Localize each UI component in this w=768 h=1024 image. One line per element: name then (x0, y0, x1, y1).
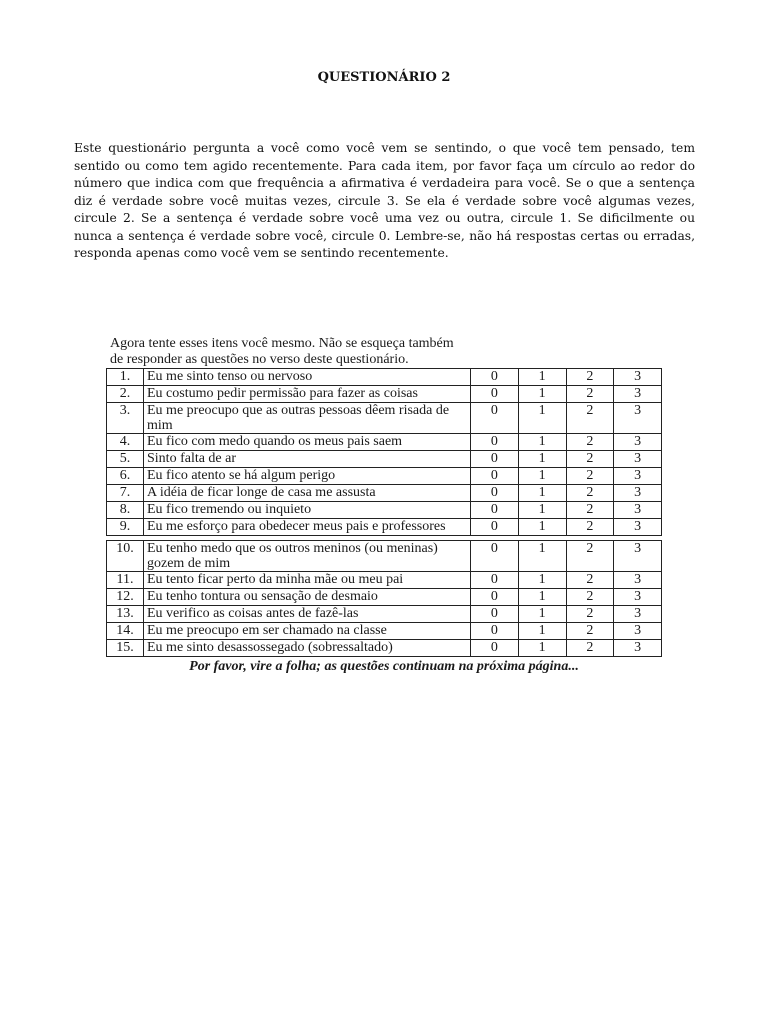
answer-option-1[interactable]: 1 (518, 640, 566, 657)
answer-option-1[interactable]: 1 (518, 369, 566, 386)
answer-option-3[interactable]: 3 (614, 640, 662, 657)
answer-option-0[interactable]: 0 (471, 519, 519, 536)
answer-option-0[interactable]: 0 (471, 606, 519, 623)
questionnaire-scan (106, 336, 662, 675)
answer-option-2[interactable]: 2 (566, 386, 614, 403)
question-number: 7. (107, 485, 144, 502)
answer-option-0[interactable]: 0 (471, 541, 519, 572)
question-text: Sinto falta de ar (144, 451, 471, 468)
answer-option-2[interactable]: 2 (566, 519, 614, 536)
question-text: Eu fico atento se há algum perigo (144, 468, 471, 485)
question-text: Eu fico tremendo ou inquieto (144, 502, 471, 519)
answer-option-3[interactable]: 3 (614, 386, 662, 403)
answer-option-3[interactable]: 3 (614, 541, 662, 572)
answer-option-0[interactable]: 0 (471, 386, 519, 403)
question-number: 5. (107, 451, 144, 468)
answer-option-0[interactable]: 0 (471, 572, 519, 589)
answer-option-1[interactable]: 1 (518, 519, 566, 536)
answer-option-3[interactable]: 3 (614, 519, 662, 536)
question-row (107, 519, 662, 536)
answer-option-1[interactable]: 1 (518, 502, 566, 519)
question-row (107, 502, 662, 519)
question-text: Eu tento ficar perto da minha mãe ou meu pai (144, 572, 471, 589)
question-number: 11. (107, 572, 144, 589)
question-number: 4. (107, 434, 144, 451)
question-text: Eu fico com medo quando os meus pais saem (144, 434, 471, 451)
answer-option-1[interactable]: 1 (518, 541, 566, 572)
answer-option-2[interactable]: 2 (566, 369, 614, 386)
question-row (107, 589, 662, 606)
answer-option-0[interactable]: 0 (471, 451, 519, 468)
question-number: 9. (107, 519, 144, 536)
questions-table-2 (106, 540, 662, 657)
answer-option-3[interactable]: 3 (614, 623, 662, 640)
answer-option-2[interactable]: 2 (566, 589, 614, 606)
answer-option-1[interactable]: 1 (518, 589, 566, 606)
question-text: Eu me preocupo que as outras pessoas dêem risada de mim (144, 403, 471, 434)
question-row (107, 369, 662, 386)
question-number: 8. (107, 502, 144, 519)
question-row (107, 640, 662, 657)
answer-option-0[interactable]: 0 (471, 502, 519, 519)
question-text: Eu me preocupo em ser chamado na classe (144, 623, 471, 640)
answer-option-2[interactable]: 2 (566, 434, 614, 451)
question-number: 12. (107, 589, 144, 606)
answer-option-1[interactable]: 1 (518, 403, 566, 434)
question-row (107, 572, 662, 589)
answer-option-2[interactable]: 2 (566, 572, 614, 589)
answer-option-0[interactable]: 0 (471, 485, 519, 502)
answer-option-0[interactable]: 0 (471, 369, 519, 386)
question-number: 13. (107, 606, 144, 623)
answer-option-2[interactable]: 2 (566, 468, 614, 485)
answer-option-2[interactable]: 2 (566, 541, 614, 572)
question-number: 15. (107, 640, 144, 657)
answer-option-1[interactable]: 1 (518, 606, 566, 623)
answer-option-2[interactable]: 2 (566, 485, 614, 502)
question-number: 14. (107, 623, 144, 640)
answer-option-1[interactable]: 1 (518, 451, 566, 468)
answer-option-3[interactable]: 3 (614, 468, 662, 485)
answer-option-1[interactable]: 1 (518, 485, 566, 502)
question-number: 3. (107, 403, 144, 434)
answer-option-2[interactable]: 2 (566, 623, 614, 640)
question-row (107, 468, 662, 485)
question-text: Eu costumo pedir permissão para fazer as coisas (144, 386, 471, 403)
answer-option-0[interactable]: 0 (471, 640, 519, 657)
question-text: A idéia de ficar longe de casa me assusta (144, 485, 471, 502)
question-text: Eu me esforço para obedecer meus pais e professores (144, 519, 471, 536)
question-text: Eu tenho tontura ou sensação de desmaio (144, 589, 471, 606)
answer-option-3[interactable]: 3 (614, 369, 662, 386)
question-number: 10. (107, 541, 144, 572)
questions-table-1 (106, 368, 662, 536)
question-text: Eu tenho medo que os outros meninos (ou meninas) gozem de mim (144, 541, 471, 572)
answer-option-3[interactable]: 3 (614, 572, 662, 589)
question-text: Eu verifico as coisas antes de fazê-las (144, 606, 471, 623)
page-title: QUESTIONÁRIO 2 (317, 70, 451, 85)
answer-option-2[interactable]: 2 (566, 451, 614, 468)
question-row (107, 541, 662, 572)
answer-option-0[interactable]: 0 (471, 468, 519, 485)
question-row (107, 403, 662, 434)
scan-instruction-line-1: Agora tente esses itens você mesmo. Não se esqueça também (110, 336, 454, 351)
question-text: Eu me sinto desassossegado (sobressaltado) (144, 640, 471, 657)
answer-option-1[interactable]: 1 (518, 623, 566, 640)
answer-option-2[interactable]: 2 (566, 403, 614, 434)
answer-option-0[interactable]: 0 (471, 623, 519, 640)
answer-option-1[interactable]: 1 (518, 434, 566, 451)
question-row (107, 623, 662, 640)
question-number: 2. (107, 386, 144, 403)
answer-option-3[interactable]: 3 (614, 589, 662, 606)
question-number: 6. (107, 468, 144, 485)
answer-option-3[interactable]: 3 (614, 485, 662, 502)
question-row (107, 606, 662, 623)
footer-note: Por favor, vire a folha; as questões continuam na próxima página... (189, 659, 579, 674)
question-row (107, 485, 662, 502)
answer-option-2[interactable]: 2 (566, 640, 614, 657)
answer-option-3[interactable]: 3 (614, 502, 662, 519)
question-row (107, 451, 662, 468)
question-row (107, 434, 662, 451)
answer-option-1[interactable]: 1 (518, 386, 566, 403)
answer-option-2[interactable]: 2 (566, 502, 614, 519)
question-row (107, 386, 662, 403)
answer-option-0[interactable]: 0 (471, 403, 519, 434)
scan-instruction-line-2: de responder as questões no verso deste questionário. (110, 352, 409, 367)
answer-option-0[interactable]: 0 (471, 589, 519, 606)
intro-paragraph: Este questionário pergunta a você como você vem se sentindo, o que você tem pensado, tem sentido ou como tem agido recentemente. Para cada item, por favor faça um círculo ao redor do número que indica com que frequência a afirmativa é verdadeira para você. Se o que a sentença diz é verdade sobre você muitas vezes, circule 3. Se ela é verdade sobre você algumas vezes, circule 2. Se a sentença é verdade sobre você uma vez ou outra, circule 1. Se dificilmente ou nunca a sentença é verdade sobre você, circule 0. Lembre-se, não há respostas certas ou erradas, responda apenas como você vem se sentindo recentemente. (74, 141, 695, 260)
answer-option-1[interactable]: 1 (518, 572, 566, 589)
answer-option-3[interactable]: 3 (614, 451, 662, 468)
answer-option-3[interactable]: 3 (614, 606, 662, 623)
question-text: Eu me sinto tenso ou nervoso (144, 369, 471, 386)
question-number: 1. (107, 369, 144, 386)
answer-option-2[interactable]: 2 (566, 606, 614, 623)
answer-option-3[interactable]: 3 (614, 434, 662, 451)
answer-option-3[interactable]: 3 (614, 403, 662, 434)
answer-option-1[interactable]: 1 (518, 468, 566, 485)
answer-option-0[interactable]: 0 (471, 434, 519, 451)
